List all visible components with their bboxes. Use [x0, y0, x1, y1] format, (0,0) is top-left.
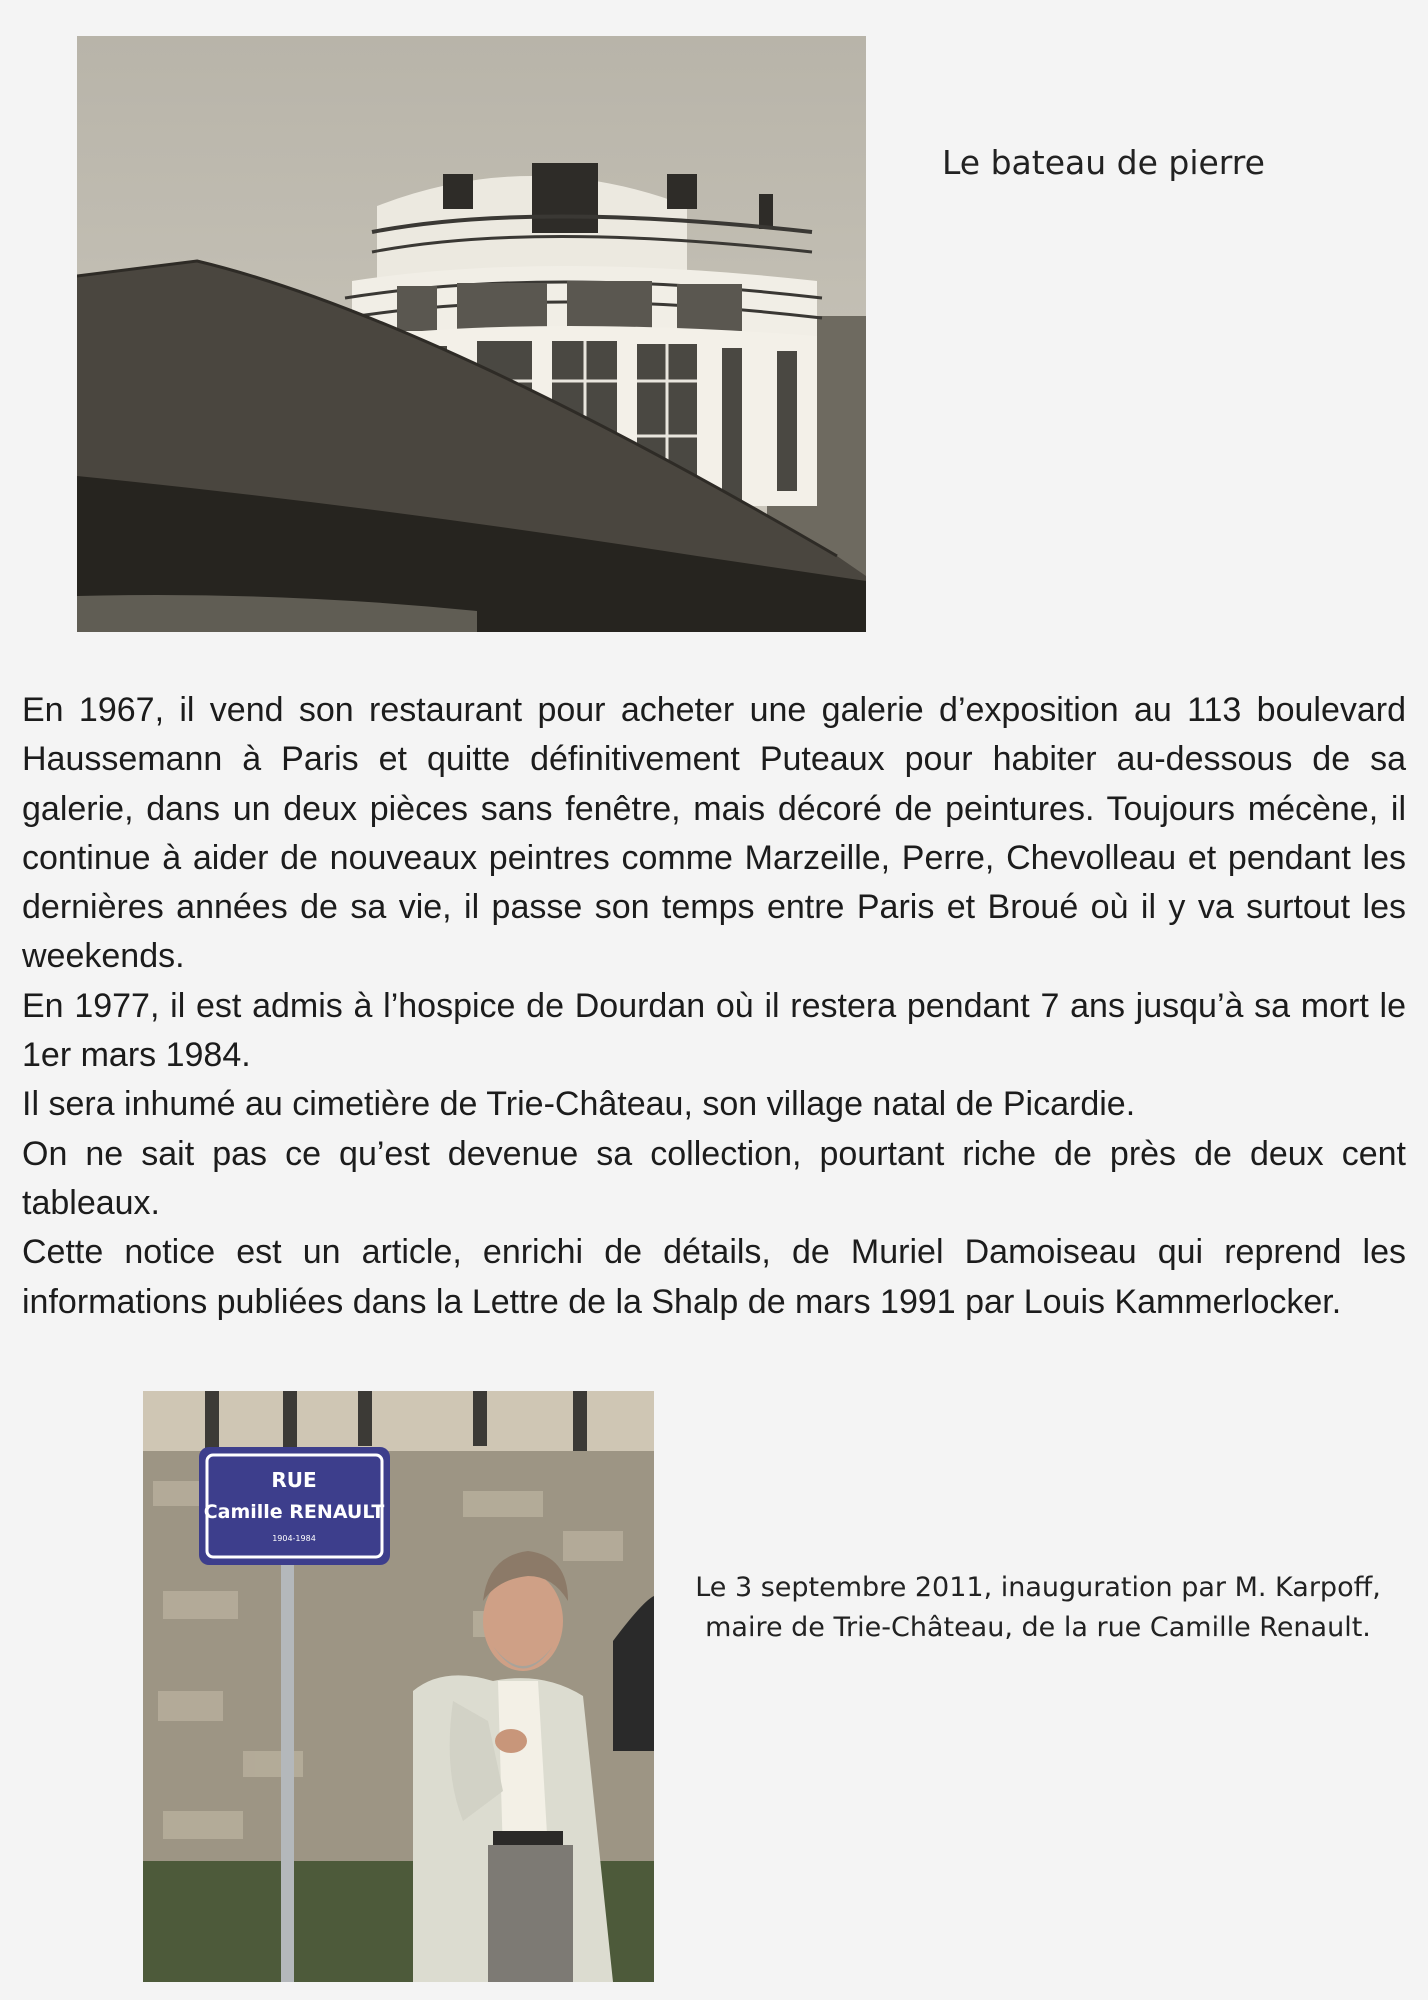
paragraph: Cette notice est un article, enrichi de détails, de Muriel Damoiseau qui reprend les informations publiées dans la Lettre de la Shalp de mars 1991 par Louis Kammerlocker.	[22, 1233, 1406, 1321]
caption-line: maire de Trie-Château, de la rue Camille Renault.	[705, 1612, 1371, 1643]
sign-dates: 1904-1984	[272, 1534, 316, 1543]
article-body	[22, 686, 1406, 1327]
inauguration-photo	[143, 1391, 654, 1982]
inauguration-caption	[668, 1568, 1408, 1648]
stone-boat-caption: Le bateau de pierre	[942, 143, 1265, 182]
paragraph: En 1977, il est admis à l’hospice de Dourdan où il restera pendant 7 ans jusqu’à sa mort le 1er mars 1984.	[22, 986, 1406, 1075]
sign-name: Camille RENAULT	[203, 1501, 385, 1523]
paragraph: En 1967, il vend son restaurant pour acheter une galerie d’exposition au 113 boulevard Haussemann à Paris et quitte définitivement Puteaux pour habiter au-dessous de sa galerie, dans un deux pièces sans fenêtre, mais décoré de peintures. Toujours mécène, il continue à aider de nouveaux peintres comme Marzeille, Perre, Chevolleau et pendant les dernières années de sa vie, il passe son temps entre Paris et Broué où il y va surtout les weekends.	[22, 691, 1406, 976]
paragraph: On ne sait pas ce qu’est devenue sa collection, pourtant riche de près de deux cent tableaux.	[22, 1134, 1406, 1222]
paragraph: Il sera inhumé au cimetière de Trie-Château, son village natal de Picardie.	[22, 1085, 1136, 1124]
sign-rue: RUE	[271, 1468, 317, 1492]
caption-line: Le 3 septembre 2011, inauguration par M. Karpoff,	[695, 1572, 1381, 1603]
stone-boat-photo	[77, 36, 866, 632]
